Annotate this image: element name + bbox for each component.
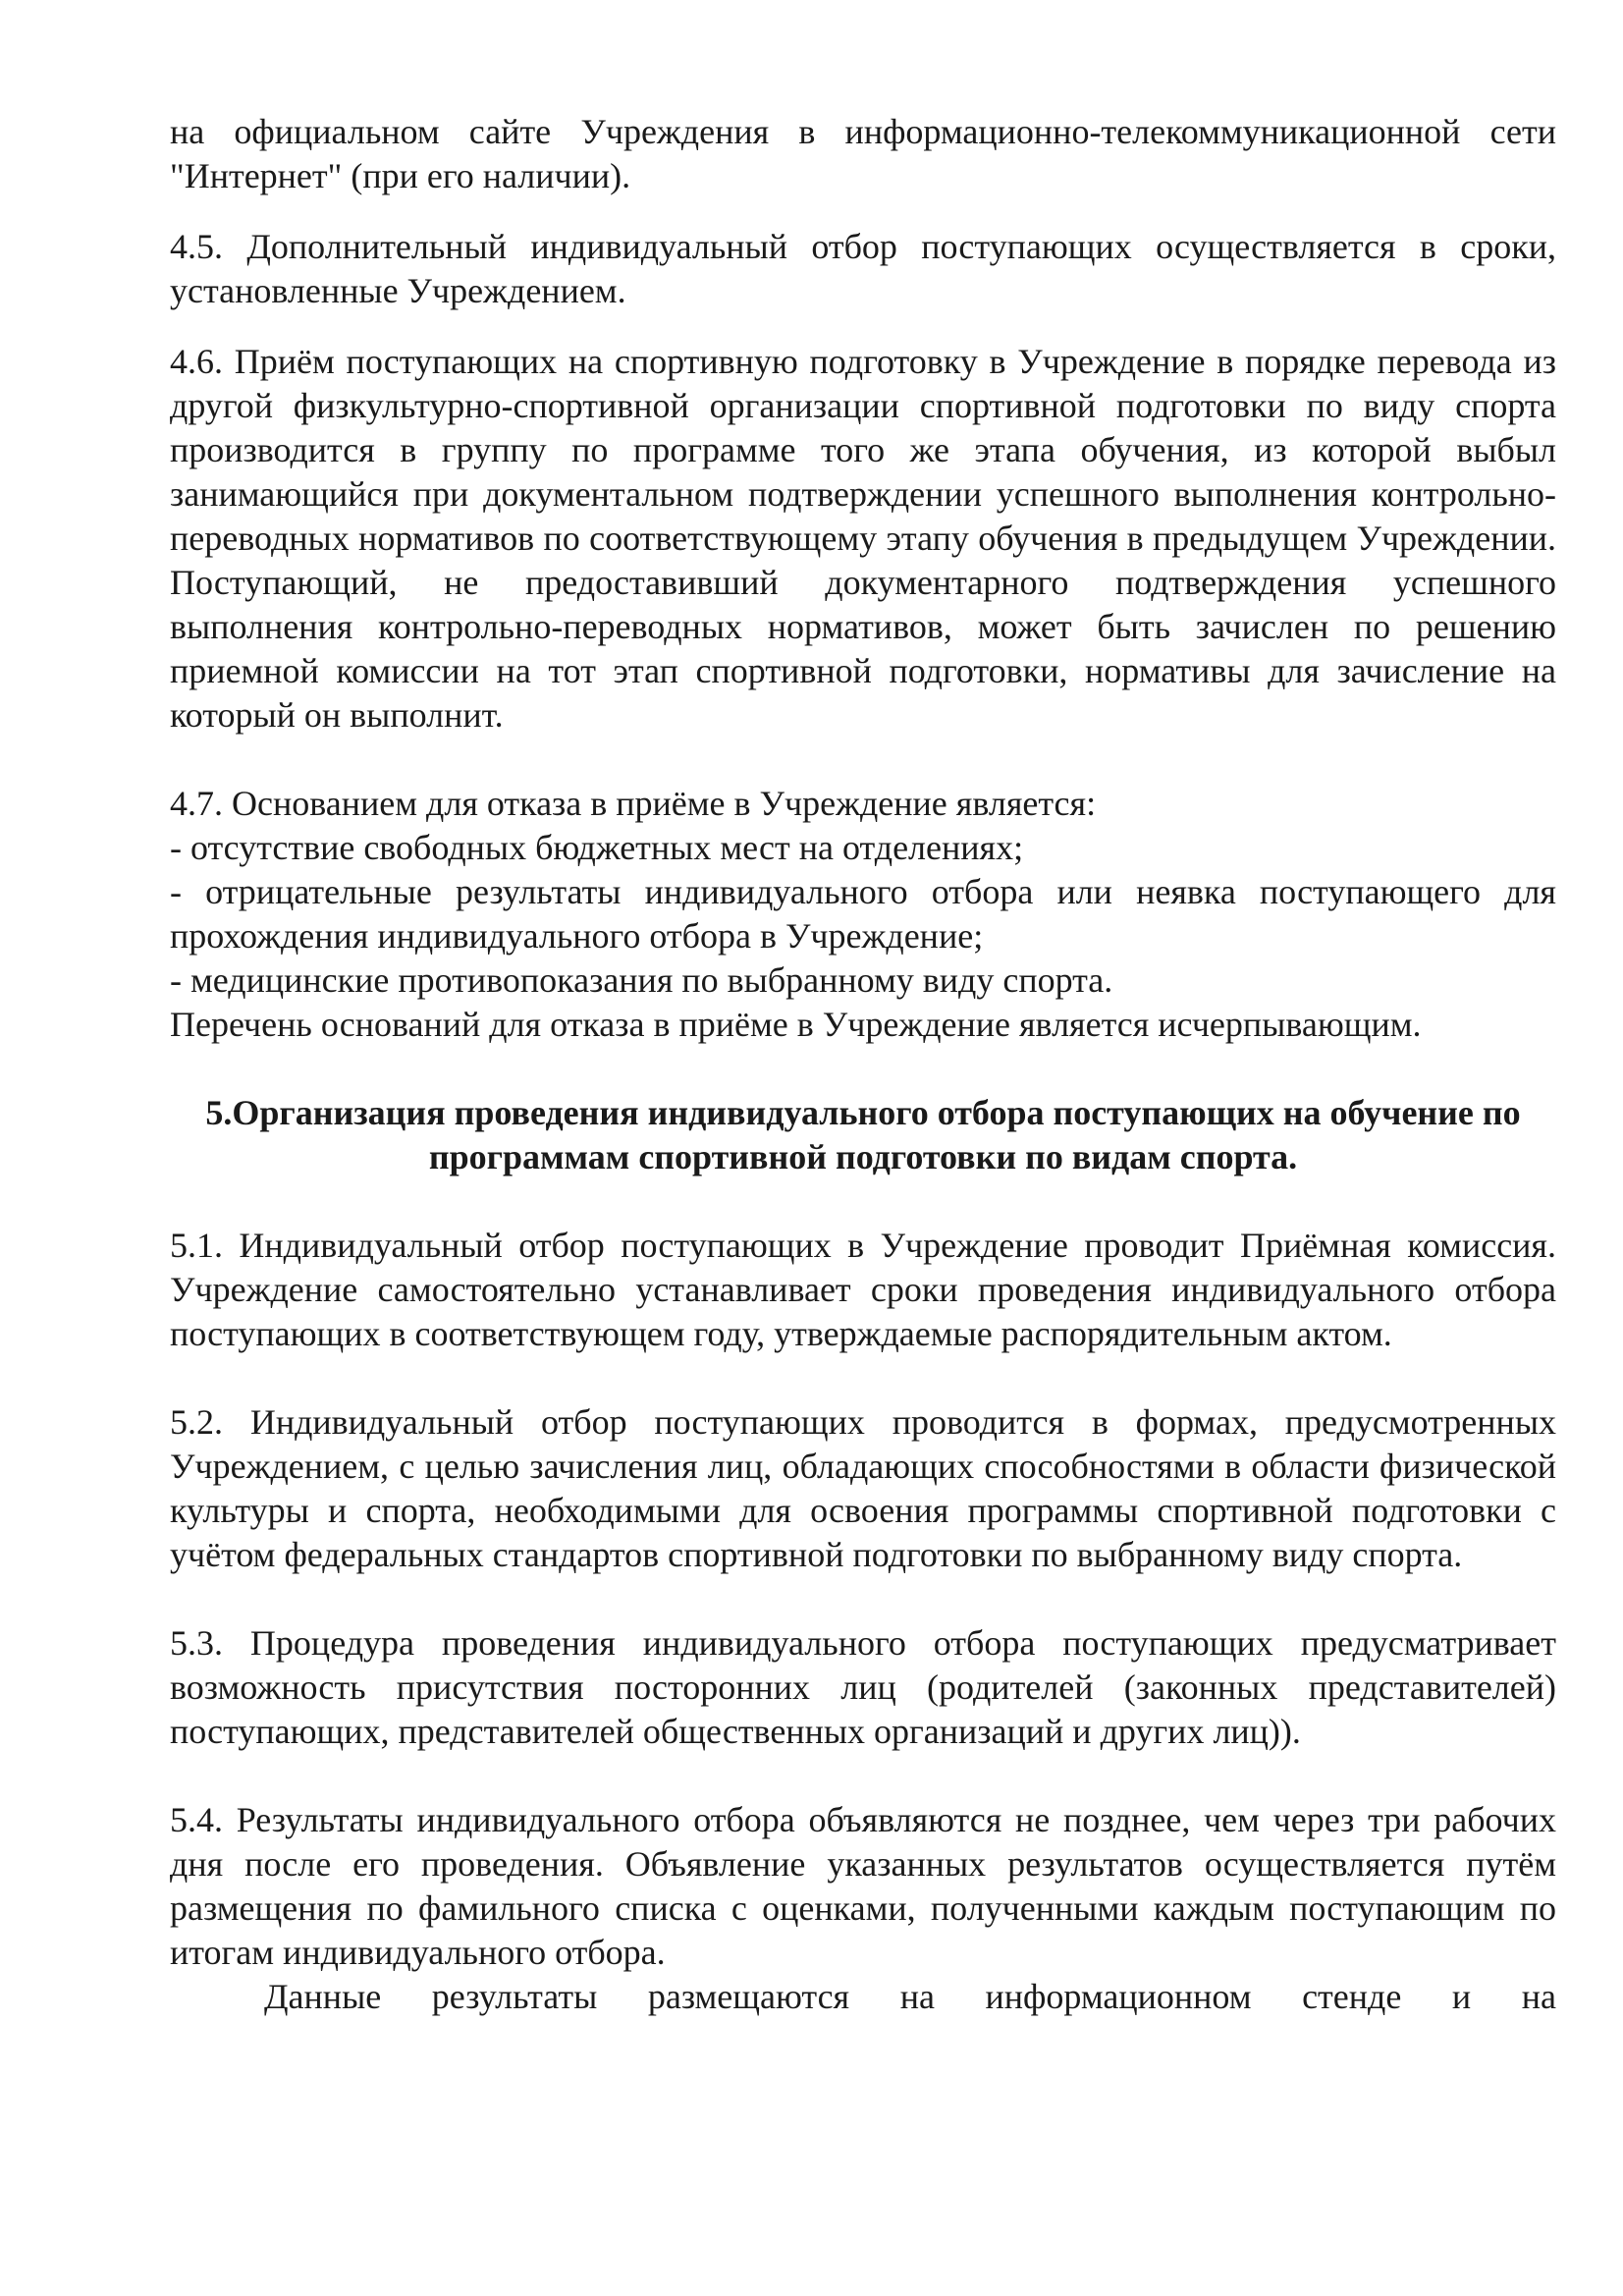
paragraph-5-4-continuation: Данные результаты размещаются на информационном стенде и на <box>264 1977 1556 2016</box>
paragraph-5-4: 5.4. Результаты индивидуального отбора объявляются не позднее, чем через три рабочих дня после его проведения. Объявление указанных результатов осуществляется путём размещения по фамильного списка с оценками, полученными каждым поступающим по итогам индивидуального отбора. <box>170 1800 1556 1972</box>
paragraph-4-7-line: Перечень оснований для отказа в приёме в Учреждение является исчерпывающим. <box>170 1005 1422 1044</box>
paragraph-5-2: 5.2. Индивидуальный отбор поступающих проводится в формах, предусмотренных Учреждением, с целью зачисления лиц, обладающих способностями в области физической культуры и спорта, необходимыми для освоения программы спортивной подготовки с учётом федеральных стандартов спортивной подготовки по выбранному виду спорта. <box>170 1402 1556 1574</box>
paragraph-4-7-line: 4.7. Основанием для отказа в приёме в Учреждение является: <box>170 784 1097 823</box>
paragraph-4-5: 4.5. Дополнительный индивидуальный отбор поступающих осуществляется в сроки, установленные Учреждением. <box>170 227 1556 310</box>
paragraph-5-3: 5.3. Процедура проведения индивидуального отбора поступающих предусматривает возможность присутствия посторонних лиц (родителей (законных представителей) поступающих, представителей общественных организаций и других лиц)). <box>170 1623 1556 1751</box>
paragraph-intro: на официальном сайте Учреждения в информационно-телекоммуникационной сети "Интернет" (при его наличии). <box>170 112 1556 195</box>
paragraph-4-7-line: - отрицательные результаты индивидуального отбора или неявка поступающего для прохождения индивидуального отбора в Учреждение; <box>170 872 1556 956</box>
paragraph-4-6: 4.6. Приём поступающих на спортивную подготовку в Учреждение в порядке перевода из другой физкультурно-спортивной организации спортивной подготовки по виду спорта производится в группу по программе того же этапа обучения, из которой выбыл занимающийся при документальном подтверждении успешного выполнения контрольно-переводных нормативов по соответствующему этапу обучения в предыдущем Учреждении. Поступающий, не предоставивший документарного подтверждения успешного выполнения контрольно-переводных нормативов, может быть зачислен по решению приемной комиссии на тот этап спортивной подготовки, нормативы для зачисление на который он выполнит. <box>170 342 1556 735</box>
section-5-heading: 5.Организация проведения индивидуального отбора поступающих на обучение по программам спортивной подготовки по видам спорта. <box>205 1093 1521 1176</box>
paragraph-4-7-line: - медицинские противопоказания по выбранному виду спорта. <box>170 960 1113 1000</box>
document-page <box>170 110 1556 2019</box>
paragraph-4-7-line: - отсутствие свободных бюджетных мест на отделениях; <box>170 828 1024 867</box>
paragraph-4-7 <box>170 782 1556 1047</box>
paragraph-5-1: 5.1. Индивидуальный отбор поступающих в Учреждение проводит Приёмная комиссия. Учреждение самостоятельно устанавливает сроки проведения индивидуального отбора поступающих в соответствующем году, утверждаемые распорядительным актом. <box>170 1226 1556 1353</box>
